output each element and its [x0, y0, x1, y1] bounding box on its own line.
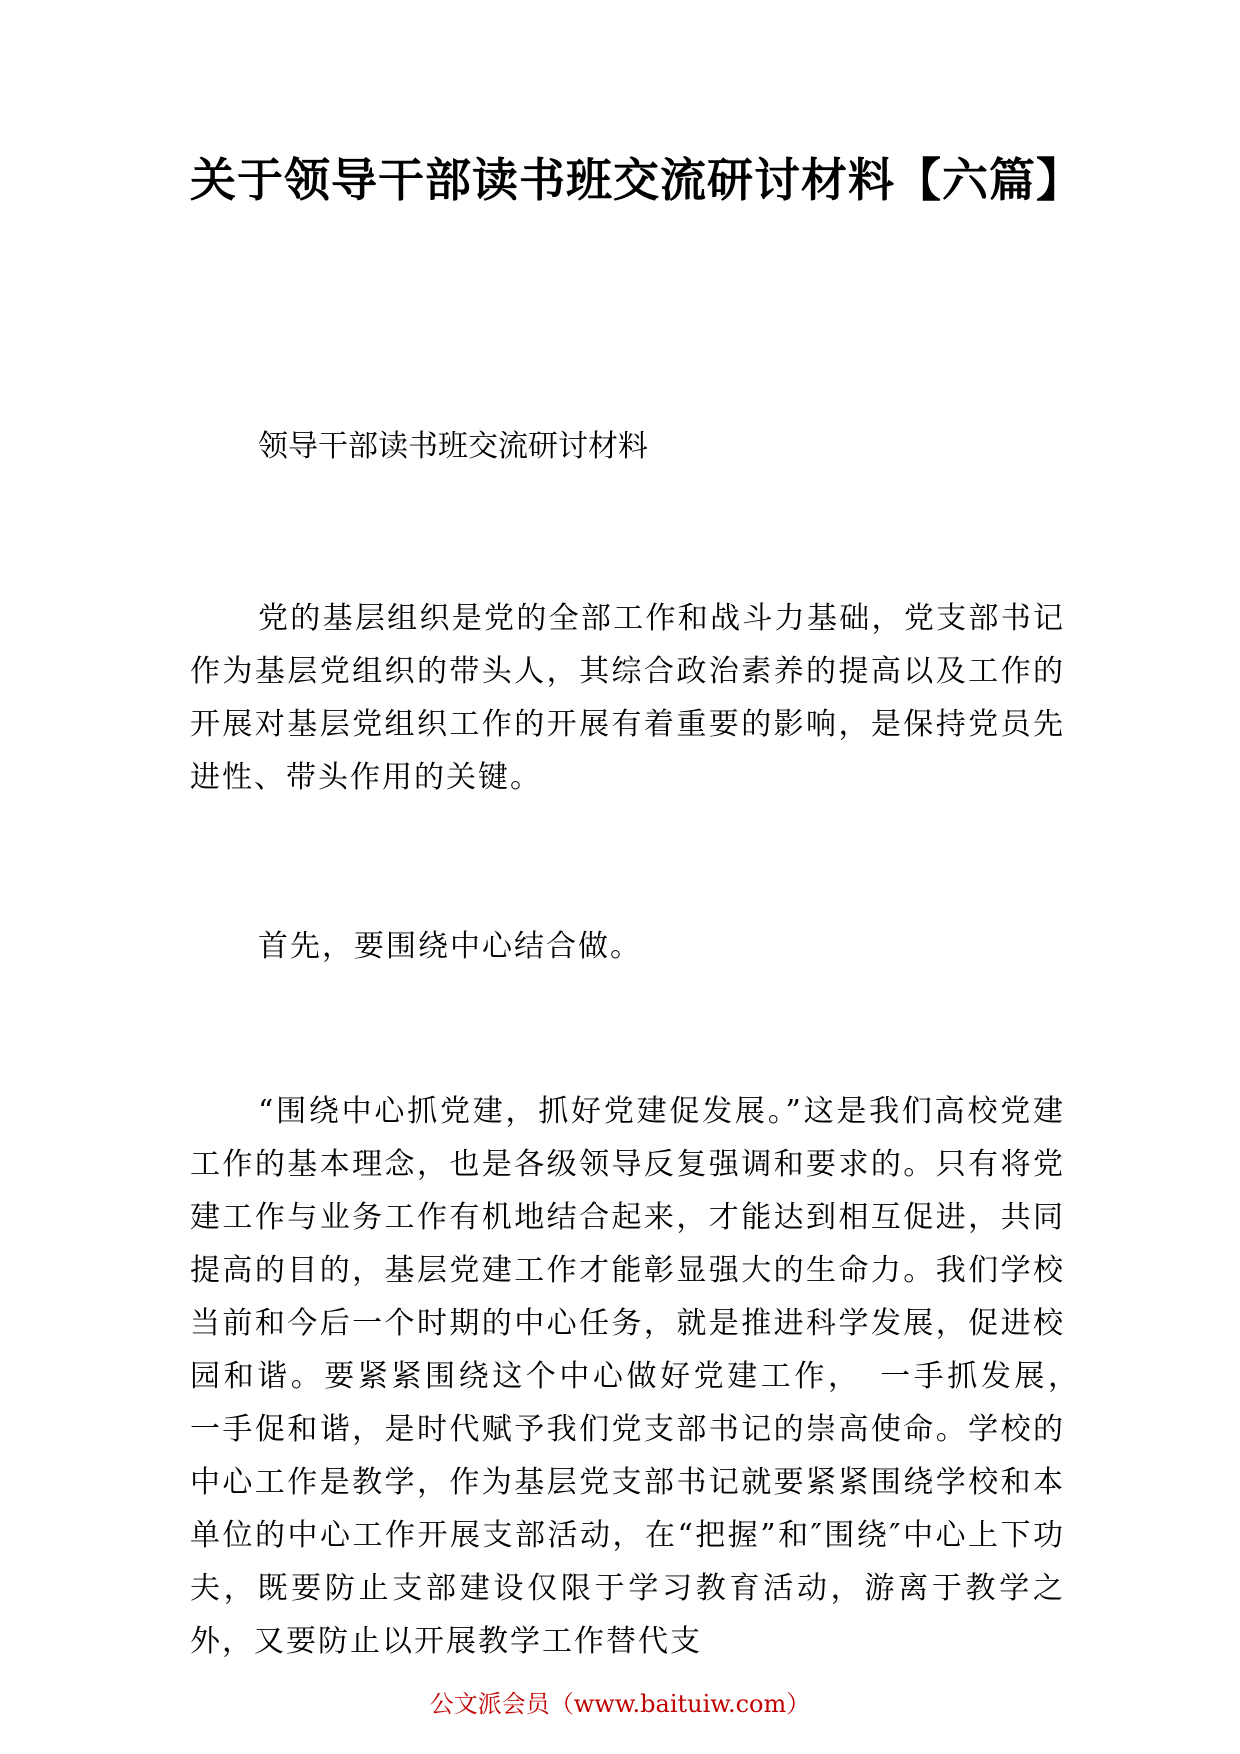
body-paragraph: “围绕中心抓党建，抓好党建促发展。”这是我们高校党建工作的基本理念，也是各级领导反复强调和要求的。只有将党建工作与业务工作有机地结合起来，才能达到相互促进，共同提高的目的，基层党建工作才能彰显强大的生命力。我们学校当前和今后一个时期的中心任务，就是推进科学发展，促进校园和谐。要紧紧围绕这个中心做好党建工作， 一手抓发展， 一手促和谐，是时代赋予我们党支部书记的崇高使命。学校的中心工作是教学，作为基层党支部书记就要紧紧围绕学校和本单位的中心工作开展支部活动，在“把握”和″围绕″中心上下功夫，既要防止支部建设仅限于学习教育活动，游离于教学之外，又要防止以开展教学工作替代支 [190, 1094, 1097, 1659]
body-paragraph: 首先，要围绕中心结合做。 [258, 929, 642, 964]
document-title: 关于领导干部读书班交流研讨材料【六篇】 [190, 153, 1083, 207]
body-paragraph: 党的基层组织是党的全部工作和战斗力基础，党支部书记作为基层党组织的带头人，其综合政治素养的提高以及工作的开展对基层党组织工作的开展有着重要的影响，是保持党员先进性、带头作用的关键。 [190, 601, 1065, 795]
document-subtitle: 领导干部读书班交流研讨材料 [258, 429, 648, 464]
footer-watermark-text: 公文派会员（www.baituiw.com） [429, 1690, 811, 1718]
